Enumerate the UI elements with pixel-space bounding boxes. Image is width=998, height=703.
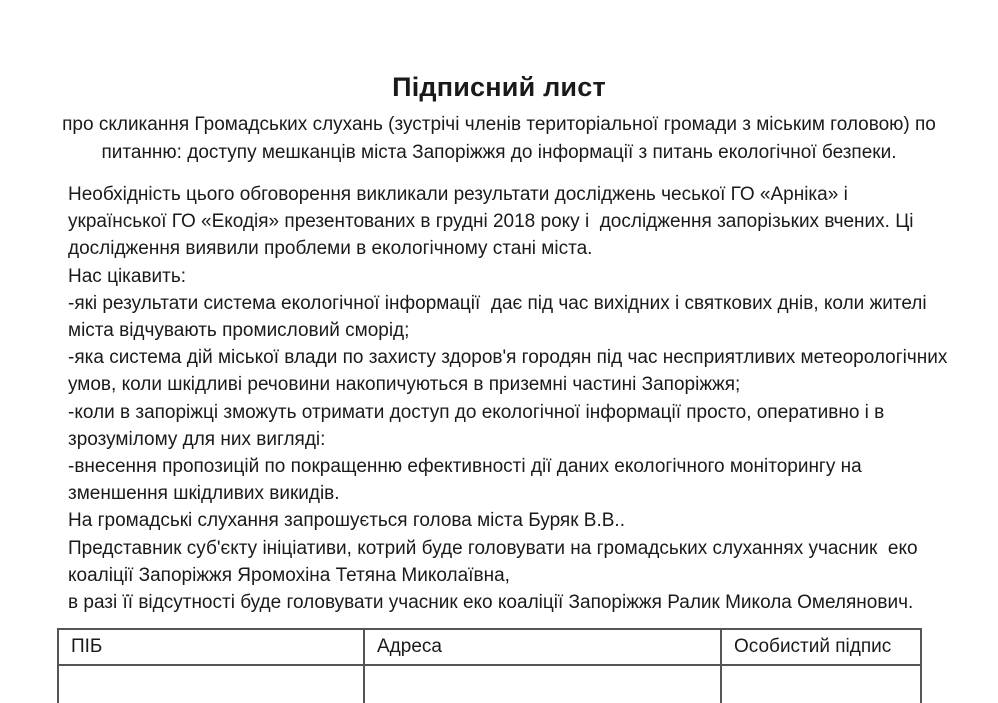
body-line: коаліції Запоріжжя Яромохіна Тетяна Миколаївна, <box>68 564 510 586</box>
body-line: зрозумілому для них вигляді: <box>68 428 326 450</box>
body-line: української ГО «Екодія» презентованих в грудні 2018 року і дослідження запорізьких вчених. Ці <box>68 211 914 233</box>
body-line: дослідження виявили проблеми в екологічному стані міста. <box>68 238 593 260</box>
table-cell-name <box>59 666 365 703</box>
body-line: Необхідність цього обговорення викликали результати досліджень чеської ГО «Арніка» і <box>68 184 848 205</box>
body-line: умов, коли шкідливі речовини накопичуються в приземні частині Запоріжжя; <box>68 374 741 396</box>
subtitle-line: питанню: доступу мешканців міста Запоріжжя до інформації з питань екологічної безпеки. <box>101 141 897 163</box>
document-body <box>68 181 947 616</box>
document-title: Підписний лист <box>392 72 606 102</box>
body-line: в разі її відсутності буде головувати учасник еко коаліції Запоріжжя Ралик Микола Омелянович. <box>68 592 914 614</box>
body-line: міста відчувають промисловий сморід; <box>68 320 410 342</box>
table-header-signature: Особистий підпис <box>722 630 920 666</box>
body-line: зменшення шкідливих викидів. <box>68 483 340 505</box>
body-line: -внесення пропозицій по покращенню ефективності дії даних екологічного моніторингу на <box>68 456 862 478</box>
table-header-name: ПІБ <box>59 630 365 666</box>
table-header-address: Адреса <box>365 630 722 666</box>
subtitle-line: про скликання Громадських слухань (зустрічі членів територіальної громади з міським головою) по <box>62 114 936 135</box>
body-line: -коли в запоріжці зможуть отримати доступ до екологічної інформації просто, оперативно і в <box>68 401 885 423</box>
body-line: Представник суб'єкту ініціативи, котрий буде головувати на громадських слуханнях учасник еко <box>68 537 918 559</box>
body-line: На громадські слухання запрошується голова міста Буряк В.В.. <box>68 510 625 532</box>
document-subtitle <box>40 111 958 166</box>
signature-table <box>57 628 922 703</box>
table-cell-address <box>365 666 722 703</box>
body-line: Нас цікавить: <box>68 265 187 287</box>
body-line: -які результати система екологічної інформації дає під час вихідних і святкових днів, коли жителі <box>68 292 927 314</box>
body-line: -яка система дій міської влади по захисту здоров'я городян під час несприятливих метеорологічних <box>68 347 948 369</box>
table-cell-signature <box>722 666 920 703</box>
